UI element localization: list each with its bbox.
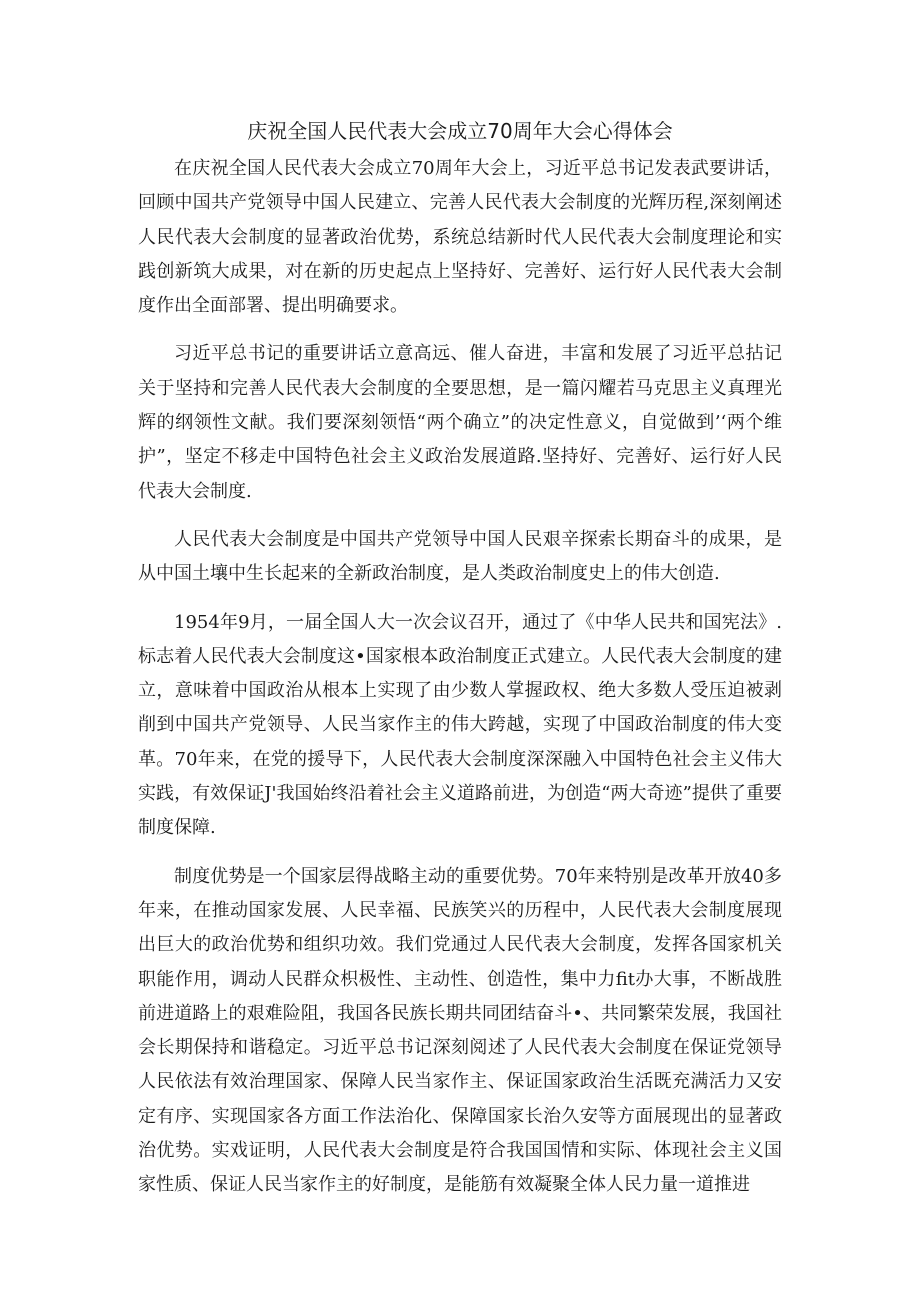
document-body <box>138 114 782 1217</box>
document-title: 庆祝全国人民代表大会成立70周年大会心得体会 <box>247 119 673 143</box>
paragraph-5: 制度优势是一个国家层得战略主动的重要优势。70年来特别是改革开放40多年来，在推动国家发展、人民幸福、民族笑兴的历程中，人民代表大会制度展现出巨大的政治优势和组织功效。我们党通过人民代表大会制度，发挥各国家机关职能作用，调动人民群众枳极性、主动性、创造性，集中力fit办大事，不断战胜前进道路上的艰难险阻，我国各民族长期共同团结奋斗•、共同繁荣发展，我国社会长期保持和谐稳定。习近平总书记深刻阅述了人民代表大会制度在保证党领导人民依法有效治理国家、保障人民当家作主、保证国家政治生活既充满活力又安定有序、实现国家各方面工作法治化、保障国家长治久安等方面展现出的显著政治优势。实戏证明，人民代表大会制度是符合我国国情和实际、体现社会主义国家性质、保证人民当家作主的好制度，是能筋有效凝聚全体人民力量一道推进 <box>138 865 782 1196</box>
paragraph-1: 在庆祝全国人民代表大会成立70周年大会上，习近平总书记发表武要讲话，回顾中国共产党领导中国人民建立、完善人民代表大会制度的光辉历程,深刻阐述人民代表大会制度的显著政治优势，系统总结新时代人民代表大会制度理论和实践创新筑大成果，对在新的历史起点上坚持好、完善好、运行好人民代表大会制度作出全面部署、提出明确要求。 <box>138 158 782 317</box>
paragraph-4: 1954年9月，一届全国人大一次会议召开，通过了《中华人民共和国宪法》.标志着人民代表大会制度这•国家根本政治制度正式建立。人民代表大会制度的建立，意味着中国政治从根本上实现了由少数人掌握政权、绝大多数人受压迫被剥削到中国共产党领导、人民当家作主的伟大跨越，实现了中国政治制度的伟大变革。70年来，在党的援导下，人民代表大会制度深深融入中国特色社会主义伟大实践，有效保证J'我国始终沿着社会主义道路前进，为创造“两大奇迹”提供了重要制度保障. <box>138 611 782 839</box>
paragraph-2: 习近平总书记的重要讲话立意高远、催人奋进，丰富和发展了习近平总拈记关于坚持和完善人民代表大会制度的全要思想，是一篇闪耀若马克思主义真理光辉的纲领性文献。我们要深刻领悟“两个确立”的决定性意义，自觉做到’‘两个维护”，坚定不移走中国特色社会主义政治发展道路.坚持好、完善好、运行好人民代表大会制度. <box>138 343 782 502</box>
paragraph-3: 人民代表大会制度是中国共产党领导中国人民艰辛探索长期奋斗的成果，是从中国土壤中生长起来的全新政治制度，是人类政治制度史上的伟大创造. <box>138 528 782 585</box>
